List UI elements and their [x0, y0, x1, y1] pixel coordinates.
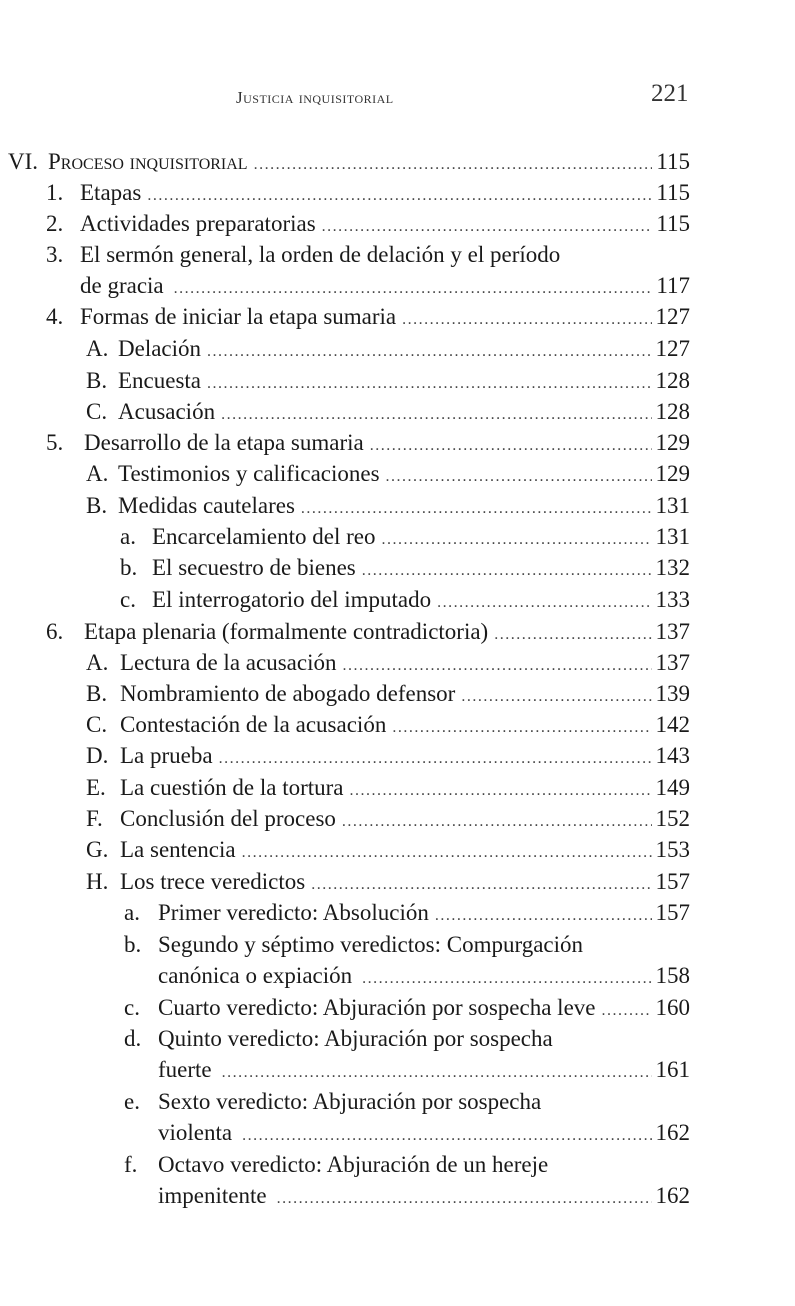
toc-entry-3 [46, 239, 690, 271]
toc-number: a. [120, 524, 136, 549]
leader-dots [362, 963, 651, 995]
toc-page: 115 [656, 211, 690, 236]
toc-title-cont: violenta [158, 1120, 233, 1145]
toc-entry-6he-cont [158, 1117, 690, 1149]
toc-page: 139 [655, 681, 690, 706]
toc-page: 162 [655, 1183, 690, 1208]
toc-title-cont: fuerte [158, 1057, 212, 1082]
toc-entry-4c [86, 396, 690, 428]
toc-number: 4. [46, 304, 64, 329]
toc-page: 157 [655, 869, 690, 894]
toc-page: 127 [655, 336, 690, 361]
toc-number: b. [124, 932, 142, 957]
toc-number: A. [86, 461, 109, 486]
toc-page: 129 [655, 461, 690, 486]
running-title: Justicia inquisitorial [236, 88, 394, 107]
toc-title: Cuarto veredicto: Abjuración por sospecha leve [158, 995, 596, 1020]
toc-entry-4b [86, 365, 690, 397]
toc-number: d. [124, 1026, 142, 1051]
toc-entry-6d [86, 740, 690, 772]
toc-entry-6h [86, 866, 690, 898]
toc-number: VI. [8, 149, 39, 174]
page-number: 221 [651, 80, 689, 107]
toc-entry-5a [86, 458, 690, 490]
toc-entry-6e [86, 772, 690, 804]
toc-title: Medidas cautelares [118, 493, 295, 518]
toc-number: D. [86, 743, 109, 768]
toc-number: 5. [46, 430, 64, 455]
toc-page: 128 [655, 368, 690, 393]
toc-page: 137 [655, 619, 690, 644]
toc-page: 115 [656, 180, 690, 205]
toc-page: 160 [655, 995, 690, 1020]
toc-page: 127 [655, 304, 690, 329]
toc-title: Proceso inquisitorial [48, 149, 248, 174]
leader-dots [207, 336, 651, 368]
toc-title: Acusación [118, 399, 216, 424]
toc-title: Testimonios y calificaciones [118, 461, 380, 486]
toc-entry-6 [46, 616, 690, 648]
toc-title: La cuestión de la tortura [120, 775, 344, 800]
leader-dots [242, 1120, 651, 1152]
toc-entry-5 [46, 427, 690, 459]
toc-number: 2. [46, 211, 64, 236]
leader-dots [219, 743, 652, 775]
toc-title: Formas de iniciar la etapa sumaria [80, 304, 397, 329]
toc-title: La prueba [120, 743, 213, 768]
toc-page: 158 [655, 963, 690, 988]
toc-number: e. [124, 1089, 140, 1114]
toc-number: G. [86, 837, 109, 862]
toc-entry-6b [86, 678, 690, 710]
toc-title: Contestación de la acusación [120, 712, 387, 737]
toc-entry-6hf-cont [158, 1180, 690, 1212]
toc-entry-6hf [124, 1149, 690, 1181]
toc-title: La sentencia [120, 837, 236, 862]
toc-title: Conclusión del proceso [120, 806, 336, 831]
leader-dots [435, 900, 652, 932]
toc-number: E. [86, 775, 106, 800]
toc-title: Desarrollo de la etapa sumaria [84, 430, 364, 455]
toc-title: Etapas [80, 180, 142, 205]
toc-entry-6a [86, 647, 690, 679]
toc-title: Segundo y séptimo veredictos: Compurgación [158, 932, 584, 957]
toc-page: 129 [655, 430, 690, 455]
toc-section-vi [8, 146, 690, 178]
toc-entry-6he [124, 1086, 690, 1118]
leader-dots [222, 1057, 652, 1089]
toc-page: 143 [655, 743, 690, 768]
toc-entry-4a [86, 333, 690, 365]
toc-page: 115 [656, 149, 690, 174]
leader-dots [386, 461, 652, 493]
toc-number: 3. [46, 242, 64, 267]
toc-title: El secuestro de bienes [152, 555, 356, 580]
toc-number: B. [86, 681, 108, 706]
toc-entry-5ba [120, 521, 690, 553]
toc-number: C. [86, 399, 108, 424]
toc-number: F. [86, 806, 103, 831]
toc-title: Octavo veredicto: Abjuración de un hereje [158, 1152, 549, 1177]
toc-title: Quinto veredicto: Abjuración por sospecha [158, 1026, 553, 1051]
toc-title: Encuesta [118, 368, 202, 393]
toc-entry-1 [46, 177, 690, 209]
toc-number: 1. [46, 180, 64, 205]
toc-title: Actividades preparatorias [80, 211, 316, 236]
toc-page: 117 [656, 273, 690, 298]
toc-page: 128 [655, 399, 690, 424]
toc-title: Encarcelamiento del reo [152, 524, 376, 549]
leader-dots [277, 1183, 652, 1215]
toc-number: b. [120, 555, 138, 580]
toc-number: a. [124, 900, 140, 925]
toc-title: Nombramiento de abogado defensor [120, 681, 456, 706]
toc-page: 133 [655, 587, 690, 612]
toc-number: 6. [46, 619, 64, 644]
toc-title: Primer veredicto: Absolución [158, 900, 429, 925]
table-of-contents [0, 140, 795, 1240]
toc-number: H. [86, 869, 109, 894]
toc-title: Lectura de la acusación [120, 650, 337, 675]
toc-number: C. [86, 712, 108, 737]
toc-entry-4 [46, 301, 690, 333]
toc-page: 131 [655, 493, 690, 518]
toc-title: Etapa plenaria (formalmente contradictoria) [84, 619, 489, 644]
toc-entry-5bb [120, 552, 690, 584]
toc-entry-5bc [120, 584, 690, 616]
toc-entry-6hb-cont [158, 960, 690, 992]
toc-page: 161 [655, 1057, 690, 1082]
leader-dots [402, 304, 651, 336]
toc-number: f. [124, 1152, 138, 1177]
toc-page: 162 [655, 1120, 690, 1145]
toc-page: 137 [655, 650, 690, 675]
toc-page: 149 [655, 775, 690, 800]
toc-title-cont: impenitente [158, 1183, 267, 1208]
toc-page: 131 [655, 524, 690, 549]
toc-entry-6hb [124, 929, 690, 961]
toc-title-cont: canónica o expiación [158, 963, 353, 988]
toc-entry-6f [86, 803, 690, 835]
toc-number: c. [120, 587, 136, 612]
toc-title-cont: de gracia [80, 273, 164, 298]
toc-entry-6hd-cont [158, 1054, 690, 1086]
toc-title: El sermón general, la orden de delación y el período [80, 242, 561, 267]
toc-number: B. [86, 368, 108, 393]
toc-entry-3-cont [80, 270, 690, 302]
toc-number: B. [86, 493, 108, 518]
toc-page: 153 [655, 837, 690, 862]
toc-page: 152 [655, 806, 690, 831]
toc-entry-6g [86, 834, 690, 866]
toc-title: Delación [118, 336, 202, 361]
toc-page: 157 [655, 900, 690, 925]
toc-entry-6hc [124, 992, 690, 1024]
toc-number: A. [86, 336, 109, 361]
toc-entry-6c [86, 709, 690, 741]
running-head [0, 80, 795, 116]
leader-dots [362, 555, 652, 587]
toc-entry-5b [86, 490, 690, 522]
toc-entry-6ha [124, 897, 690, 929]
toc-entry-2 [46, 208, 690, 240]
toc-page: 132 [655, 555, 690, 580]
toc-title: Sexto veredicto: Abjuración por sospecha [158, 1089, 542, 1114]
leader-dots [437, 587, 651, 619]
toc-page: 142 [655, 712, 690, 737]
toc-number: c. [124, 995, 140, 1020]
toc-title: Los trece veredictos [120, 869, 306, 894]
toc-entry-6hd [124, 1023, 690, 1055]
leader-dots [242, 837, 652, 869]
toc-number: A. [86, 650, 109, 675]
toc-title: El interrogatorio del imputado [152, 587, 432, 612]
